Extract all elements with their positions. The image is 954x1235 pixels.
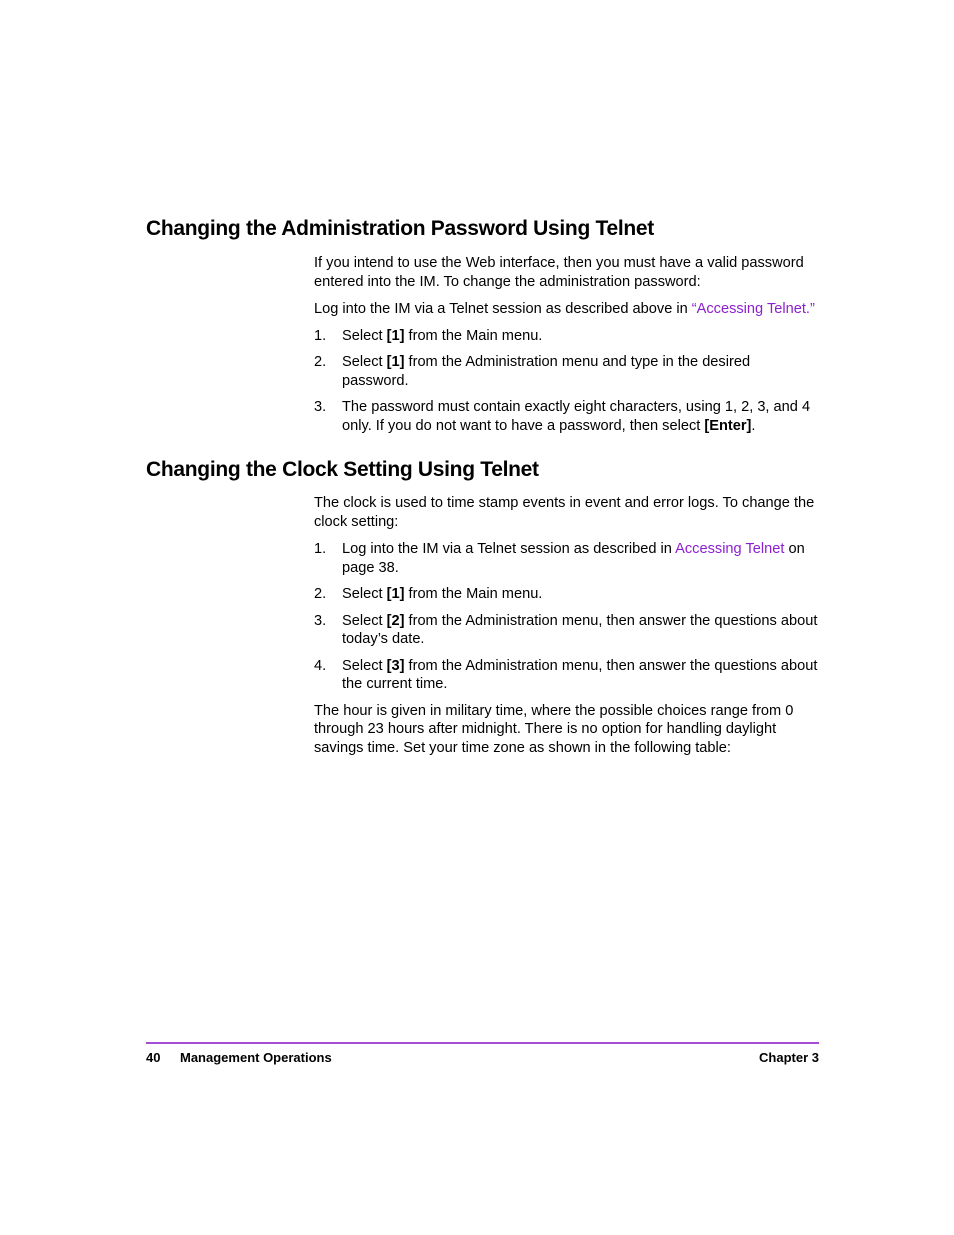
list-item: 3. The password must contain exactly eight characters, using 1, 2, 3, and 4 only. If you do not want to have a password, then select [Enter]. (314, 399, 811, 434)
footer-chapter: Chapter 3 (759, 1050, 819, 1065)
paragraph: The clock is used to time stamp events in event and error logs. To change the clock setting: (314, 495, 815, 530)
footer-rule (146, 1042, 819, 1044)
list-item: 4. Select [3] from the Administration menu, then answer the questions about the current time. (314, 657, 818, 692)
section-heading-admin-password: Changing the Administration Password Using Telnet (146, 217, 655, 240)
paragraph: Log into the IM via a Telnet session as described above in “Accessing Telnet.” (314, 301, 815, 317)
footer-section-title: Management Operations (180, 1050, 332, 1065)
list-item: 2. Select [1] from the Administration menu and type in the desired password. (314, 354, 751, 389)
accessing-telnet-link[interactable]: Accessing Telnet (675, 541, 785, 557)
page-number: 40 (146, 1050, 161, 1065)
list-item: 1. Select [1] from the Main menu. (314, 327, 543, 344)
section-heading-clock-setting: Changing the Clock Setting Using Telnet (146, 458, 539, 481)
list-item: 3. Select [2] from the Administration menu, then answer the questions about today’s date. (314, 612, 818, 647)
section2-body (314, 494, 819, 757)
section1-body (314, 254, 819, 435)
accessing-telnet-link[interactable]: “Accessing Telnet.” (691, 301, 815, 317)
list-item: 2. Select [1] from the Main menu. (314, 586, 543, 602)
paragraph: The hour is given in military time, where the possible choices range from 0 through 23 hours after midnight. There is no option for handling daylight savings time. Set your time zone as shown in the following table: (314, 702, 794, 756)
paragraph: If you intend to use the Web interface, then you must have a valid password entered into the IM. To change the administration password: (314, 255, 804, 290)
list-item: 1. Log into the IM via a Telnet session as described in Accessing Telnet on page 38. (314, 541, 805, 576)
